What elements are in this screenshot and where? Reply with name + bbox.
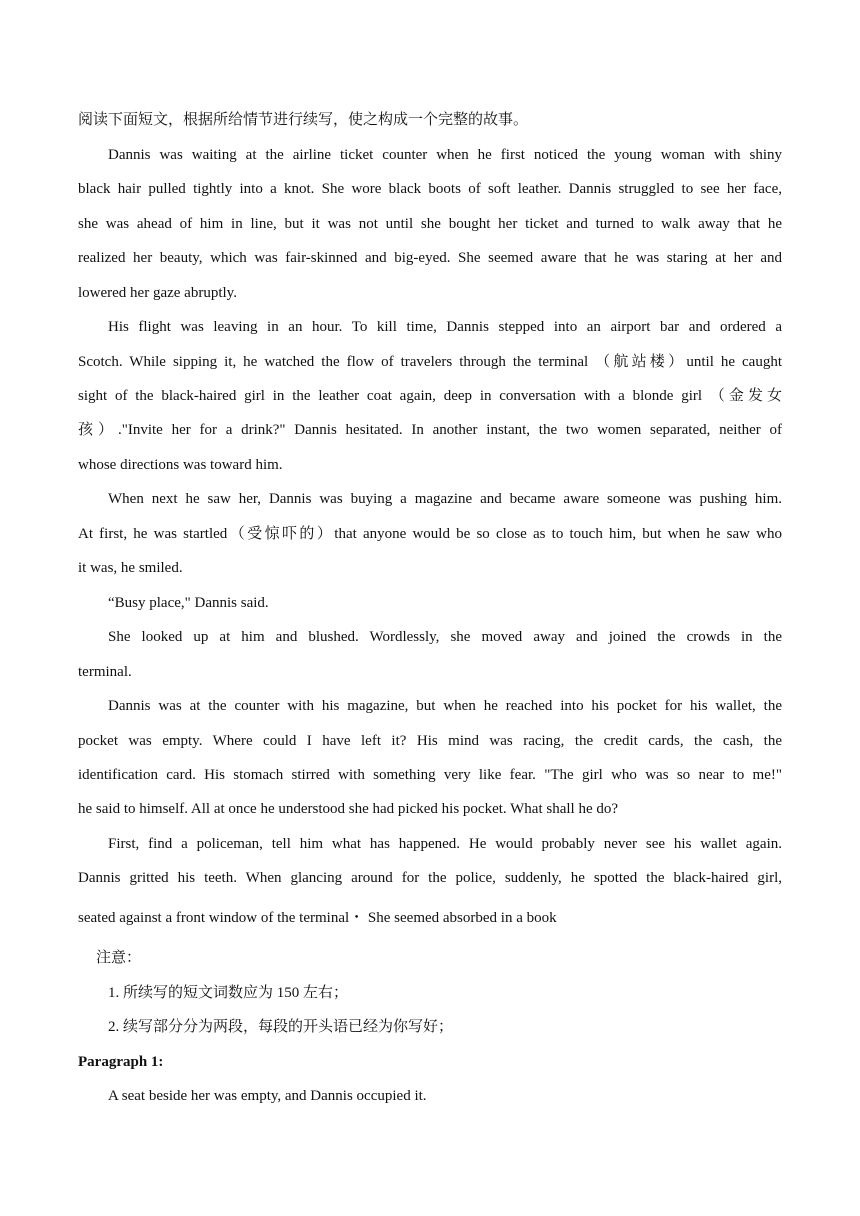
instruction-text: 阅读下面短文，根据所给情节进行续写，使之构成一个完整的故事。: [78, 112, 529, 128]
note-item: 2. 续写部分分为两段，每段的开头语已经为你写好；: [108, 1019, 454, 1035]
passage-line: realized her beauty, which was fair-skinned and big-eyed. She seemed aware that he was staring at her and: [78, 250, 782, 266]
note-heading: 注意：: [96, 950, 142, 966]
passage-line: At first, he was startled（受惊吓的）that anyone would be so close as to touch him, but when he saw who: [78, 526, 782, 542]
passage-line: 孩）."Invite her for a drink?" Dannis hesitated. In another instant, the two women separated, neither of: [78, 422, 782, 438]
passage-line: Dannis gritted his teeth. When glancing around for the police, suddenly, he spotted the black-haired girl,: [78, 870, 782, 886]
passage-line: First, find a policeman, tell him what has happened. He would probably never see his wallet again.: [108, 836, 782, 852]
passage-line: pocket was empty. Where could I have left it? His mind was racing, the credit cards, the cash, the: [78, 733, 782, 749]
paragraph1-label: Paragraph 1:: [78, 1054, 164, 1070]
passage-line: “Busy place," Dannis said.: [108, 595, 269, 611]
passage-line: he said to himself. All at once he understood she had picked his pocket. What shall he do?: [78, 801, 619, 817]
passage-line: When next he saw her, Dannis was buying a magazine and became aware someone was pushing him.: [108, 491, 782, 507]
passage-line: His flight was leaving in an hour. To kill time, Dannis stepped into an airport bar and ordered a: [108, 319, 782, 335]
passage-line: identification card. His stomach stirred with something very like fear. "The girl who was so near to me!": [78, 767, 782, 783]
passage-line: Dannis was waiting at the airline ticket counter when he first noticed the young woman with shiny: [108, 147, 782, 163]
passage-line: sight of the black-haired girl in the leather coat again, deep in conversation with a blonde girl （金发女: [78, 388, 782, 404]
paragraph1-opening: A seat beside her was empty, and Dannis occupied it.: [108, 1088, 427, 1104]
passage-line: whose directions was toward him.: [78, 457, 283, 473]
note-item: 1. 所续写的短文词数应为 150 左右；: [108, 985, 349, 1001]
passage-line: Scotch. While sipping it, he watched the flow of travelers through the terminal （航站楼）until he caught: [78, 354, 782, 370]
passage-line: she was ahead of him in line, but it was not until she bought her ticket and turned to walk away that he: [78, 216, 782, 232]
passage-line: it was, he smiled.: [78, 560, 183, 576]
passage-line: She looked up at him and blushed. Wordlessly, she moved away and joined the crowds in the: [108, 629, 782, 645]
passage-line: black hair pulled tightly into a knot. She wore black boots of soft leather. Dannis struggled to see her face,: [78, 181, 782, 197]
passage-line: Dannis was at the counter with his magazine, but when he reached into his pocket for his wallet, the: [108, 698, 782, 714]
passage-line: seated against a front window of the terminal・ She seemed absorbed in a book: [78, 910, 557, 926]
passage-line: terminal.: [78, 664, 132, 680]
passage-line: lowered her gaze abruptly.: [78, 285, 237, 301]
